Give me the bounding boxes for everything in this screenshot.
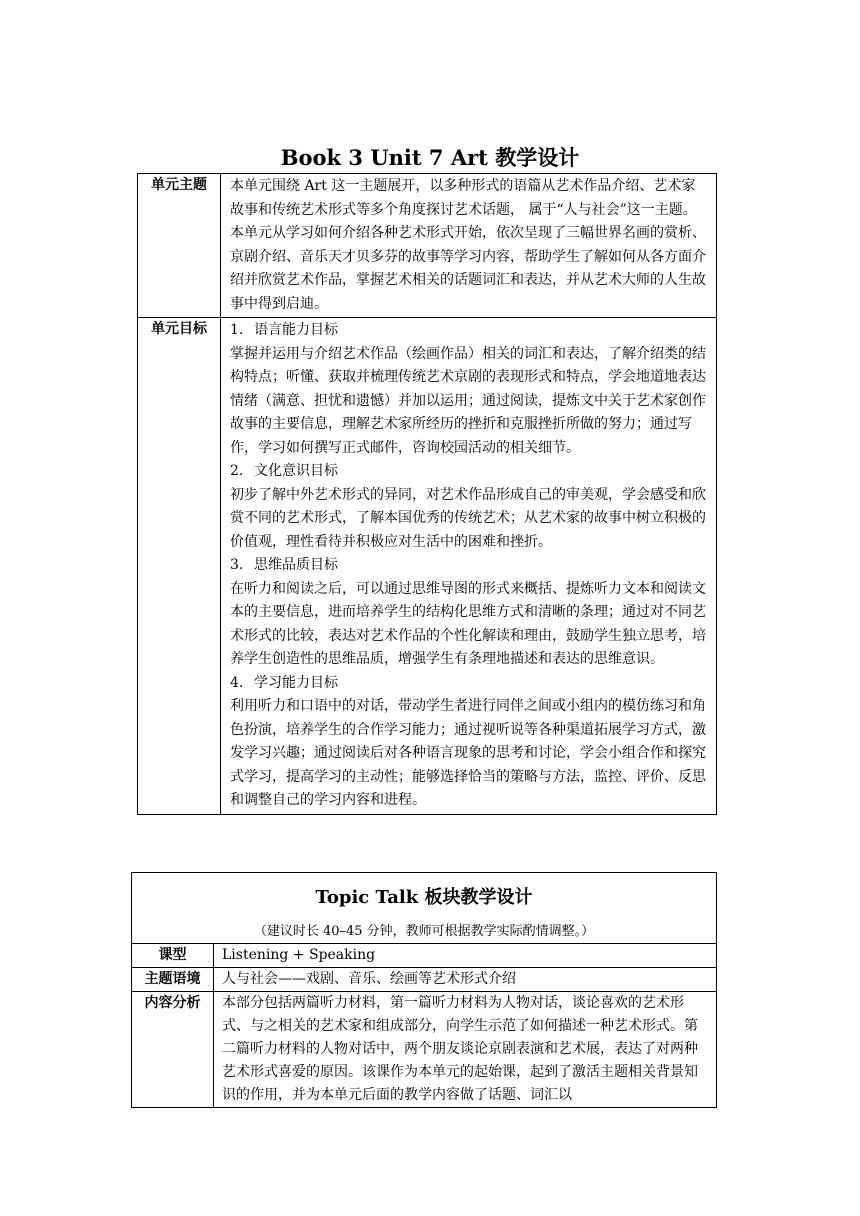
- table-row: [138, 174, 717, 318]
- table-row: [132, 873, 717, 944]
- table-row: [132, 968, 717, 992]
- theme-context-label: 主题语境: [132, 968, 214, 992]
- content-analysis-text: 本部分包括两篇听力材料，第一篇听力材料为人物对话，谈论喜欢的艺术形式、与之相关的艺术家和组成部分，向学生示范了如何描述一种艺术形式。第二篇听力材料的人物对话中，两个朋友谈论京剧表演和艺术展，表达了对两种艺术形式喜爱的原因。该课作为本单元的起始课，起到了激活主题相关背景知识的作用，并为本单元后面的教学内容做了话题、词汇以: [214, 992, 717, 1108]
- unit-design-table: [137, 173, 717, 815]
- unit-goals-cell: [221, 318, 717, 815]
- lesson-type-label: 课型: [132, 944, 214, 968]
- theme-context-value: 人与社会——戏剧、音乐、绘画等艺术形式介绍: [214, 968, 717, 992]
- table-row: [132, 992, 717, 1108]
- unit-theme-label: 单元主题: [138, 174, 221, 318]
- goal-text: 在听力和阅读之后，可以通过思维导图的形式来概括、提炼听力文本和阅读文本的主要信息，进而培养学生的结构化思维方式和清晰的条理；通过对不同艺术形式的比较，表达对艺术作品的个性化解读和理由，鼓励学生独立思考，培养学生创造性的思维品质，增强学生有条理地描述和表达的思维意识。: [230, 580, 706, 667]
- content-analysis-label: 内容分析: [132, 992, 214, 1108]
- goal-text: 初步了解中外艺术形式的异同，对艺术作品形成自己的审美观，学会感受和欣赏不同的艺术形式，了解本国优秀的传统艺术；从艺术家的故事中树立积极的价值观，理性看待并积极应对生活中的困难和挫折。: [230, 486, 706, 550]
- goal-item: [230, 319, 708, 460]
- goal-heading: 4. 学习能力目标: [230, 674, 338, 691]
- goal-text: 利用听力和口语中的对话，带动学生者进行同伴之间或小组内的模仿练习和角色扮演，培养学生的合作学习能力；通过视听说等各种渠道拓展学习方式，激发学习兴趣；通过阅读后对各种语言现象的思考和讨论，学会小组合作和探究式学习，提高学习的主动性；能够选择恰当的策略与方法，监控、评价、反思和调整自己的学习内容和进程。: [230, 698, 706, 808]
- unit-goals-label: 单元目标: [138, 318, 221, 815]
- goal-item: [230, 672, 708, 813]
- unit-theme-text: 本单元围绕 Art 这一主题展开，以多种形式的语篇从艺术作品介绍、艺术家故事和传统艺术形式等多个角度探讨艺术话题， 属于“人与社会”这一主题。本单元从学习如何介绍各种艺术形式开始，依次呈现了三幅世界名画的赏析、京剧介绍、音乐天才贝多芬的故事等学习内容，帮助学生了解如何从各方面介绍并欣赏艺术作品，掌握艺术相关的话题词汇和表达，并从艺术大师的人生故事中得到启迪。: [221, 174, 717, 318]
- goal-heading: 2. 文化意识目标: [230, 463, 338, 479]
- document-title: Book 3 Unit 7 Art 教学设计: [280, 145, 580, 170]
- topic-talk-table: [131, 872, 717, 1108]
- table-row: [132, 944, 717, 968]
- goal-heading: 1. 语言能力目标: [230, 322, 338, 338]
- topic-talk-subtitle: （建议时长 40–45 分钟，教师可根据教学实际酌情调整。）: [253, 924, 595, 939]
- goal-item: [230, 554, 708, 672]
- topic-header-cell: [132, 873, 717, 944]
- goal-heading: 3. 思维品质目标: [230, 557, 338, 573]
- goal-text: 掌握并运用与介绍艺术作品（绘画作品）相关的词汇和表达，了解介绍类的结构特点；听懂、获取并梳理传统艺术京剧的表现形式和特点，学会地道地表达情绪（满意、担忧和遗憾）并加以运用；通过阅读，提炼文中关于艺术家创作故事的主要信息，理解艺术家所经历的挫折和克服挫折所做的努力；通过写作，学习如何撰写正式邮件，咨询校园活动的相关细节。: [230, 345, 706, 456]
- table-row: [138, 318, 717, 815]
- goal-item: [230, 460, 708, 554]
- topic-talk-title: Topic Talk 板块教学设计: [315, 887, 533, 908]
- lesson-type-value: Listening + Speaking: [214, 944, 717, 968]
